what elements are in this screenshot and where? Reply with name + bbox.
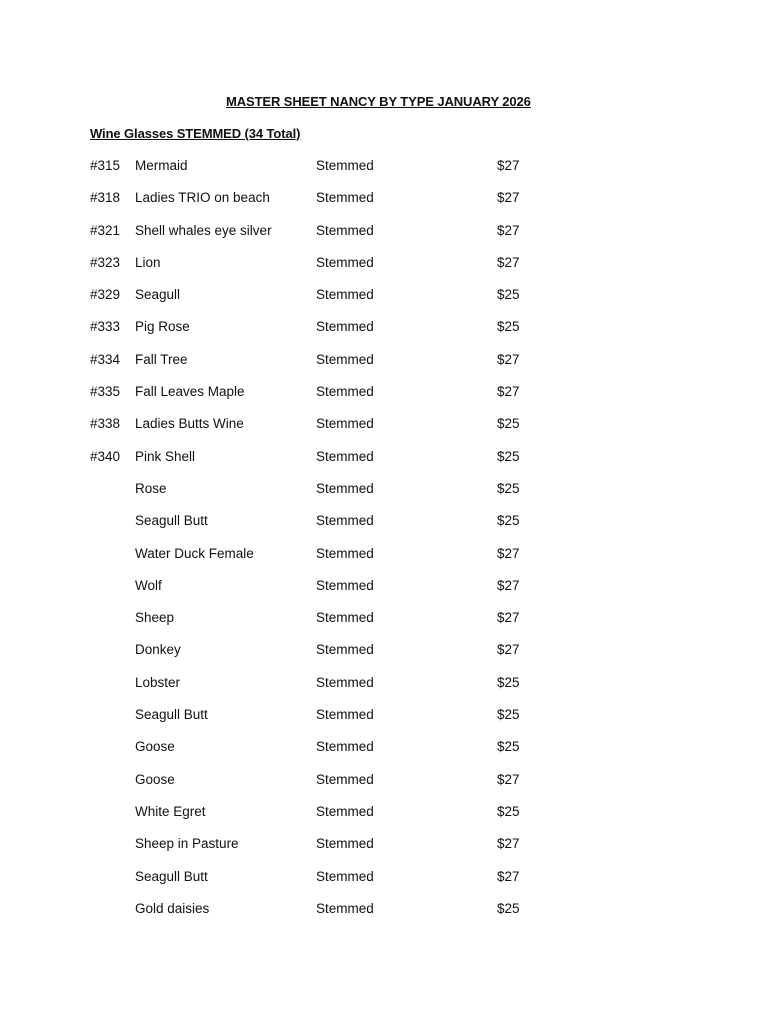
list-item <box>0 804 768 836</box>
item-number: #318 <box>90 190 121 206</box>
list-item <box>0 223 768 255</box>
item-price: $27 <box>497 351 520 367</box>
item-number: #340 <box>90 448 121 464</box>
item-price: $27 <box>497 545 520 561</box>
item-type: Stemmed <box>316 480 374 496</box>
item-type: Stemmed <box>316 674 374 690</box>
item-type: Stemmed <box>316 900 374 916</box>
list-item <box>0 158 768 190</box>
item-type: Stemmed <box>316 319 374 335</box>
item-number: #334 <box>90 351 121 367</box>
item-price: $27 <box>497 771 520 787</box>
item-type: Stemmed <box>316 222 374 238</box>
list-item <box>0 481 768 513</box>
item-type: Stemmed <box>316 351 374 367</box>
item-number: #321 <box>90 222 121 238</box>
list-item <box>0 739 768 771</box>
list-item <box>0 610 768 642</box>
item-price: $27 <box>497 222 520 238</box>
item-name: Fall Tree <box>135 351 188 367</box>
item-price: $27 <box>497 610 520 626</box>
item-type: Stemmed <box>316 287 374 303</box>
list-item <box>0 416 768 448</box>
item-name: Rose <box>135 480 167 496</box>
item-number: #333 <box>90 319 121 335</box>
item-name: Mermaid <box>135 158 188 173</box>
item-price: $27 <box>497 577 520 593</box>
item-price: $25 <box>497 739 520 755</box>
item-type: Stemmed <box>316 545 374 561</box>
item-number: #338 <box>90 416 121 432</box>
item-number: #315 <box>90 158 121 173</box>
list-item <box>0 836 768 868</box>
list-item <box>0 772 768 804</box>
section-heading: Wine Glasses STEMMED (34 Total) <box>90 126 301 141</box>
item-name: Seagull Butt <box>135 707 208 723</box>
list-item <box>0 901 768 933</box>
item-name: White Egret <box>135 803 206 819</box>
item-price: $27 <box>497 868 520 884</box>
item-price: $27 <box>497 190 520 206</box>
item-type: Stemmed <box>316 158 374 173</box>
item-type: Stemmed <box>316 836 374 852</box>
list-item <box>0 449 768 481</box>
list-item <box>0 642 768 674</box>
item-type: Stemmed <box>316 416 374 432</box>
item-name: Water Duck Female <box>135 545 254 561</box>
item-price: $27 <box>497 158 520 173</box>
list-item <box>0 190 768 222</box>
list-item <box>0 707 768 739</box>
item-price: $27 <box>497 384 520 400</box>
item-price: $27 <box>497 642 520 658</box>
item-price: $25 <box>497 448 520 464</box>
item-type: Stemmed <box>316 577 374 593</box>
item-number: #335 <box>90 384 121 400</box>
item-price: $25 <box>497 513 520 529</box>
list-item <box>0 352 768 384</box>
item-price: $25 <box>497 707 520 723</box>
item-name: Donkey <box>135 642 181 658</box>
item-type: Stemmed <box>316 739 374 755</box>
item-name: Seagull <box>135 287 181 303</box>
item-type: Stemmed <box>316 513 374 529</box>
item-name: Ladies TRIO on beach <box>135 190 270 206</box>
item-name: Fall Leaves Maple <box>135 384 245 400</box>
item-price: $25 <box>497 416 520 432</box>
item-price: $25 <box>497 674 520 690</box>
item-type: Stemmed <box>316 803 374 819</box>
list-item <box>0 578 768 610</box>
item-name: Goose <box>135 771 175 787</box>
list-item <box>0 319 768 351</box>
item-price: $25 <box>497 480 520 496</box>
item-name: Gold daisies <box>135 900 210 916</box>
item-price: $25 <box>497 319 520 335</box>
item-name: Ladies Butts Wine <box>135 416 244 432</box>
list-item <box>0 546 768 578</box>
list-item <box>0 384 768 416</box>
list-item <box>0 513 768 545</box>
list-item <box>0 675 768 707</box>
item-name: Sheep in Pasture <box>135 836 239 852</box>
item-name: Seagull Butt <box>135 868 208 884</box>
item-type: Stemmed <box>316 868 374 884</box>
item-name: Pink Shell <box>135 448 196 464</box>
item-price: $27 <box>497 836 520 852</box>
item-price: $27 <box>497 254 520 270</box>
item-name: Lion <box>135 254 161 270</box>
item-name: Goose <box>135 739 175 755</box>
item-number: #323 <box>90 254 121 270</box>
item-name: Shell whales eye silver <box>135 222 272 238</box>
item-type: Stemmed <box>316 384 374 400</box>
item-number: #329 <box>90 287 121 303</box>
item-name: Wolf <box>135 577 162 593</box>
item-type: Stemmed <box>316 448 374 464</box>
page-title: MASTER SHEET NANCY BY TYPE JANUARY 2026 <box>226 94 531 109</box>
item-type: Stemmed <box>316 707 374 723</box>
list-item <box>0 869 768 901</box>
item-type: Stemmed <box>316 190 374 206</box>
item-list <box>0 158 768 933</box>
item-name: Lobster <box>135 674 181 690</box>
item-type: Stemmed <box>316 771 374 787</box>
item-name: Seagull Butt <box>135 513 208 529</box>
item-type: Stemmed <box>316 610 374 626</box>
item-price: $25 <box>497 900 520 916</box>
item-price: $25 <box>497 803 520 819</box>
item-price: $25 <box>497 287 520 303</box>
list-item <box>0 287 768 319</box>
item-type: Stemmed <box>316 254 374 270</box>
item-type: Stemmed <box>316 642 374 658</box>
list-item <box>0 255 768 287</box>
item-name: Pig Rose <box>135 319 190 335</box>
item-name: Sheep <box>135 610 175 626</box>
